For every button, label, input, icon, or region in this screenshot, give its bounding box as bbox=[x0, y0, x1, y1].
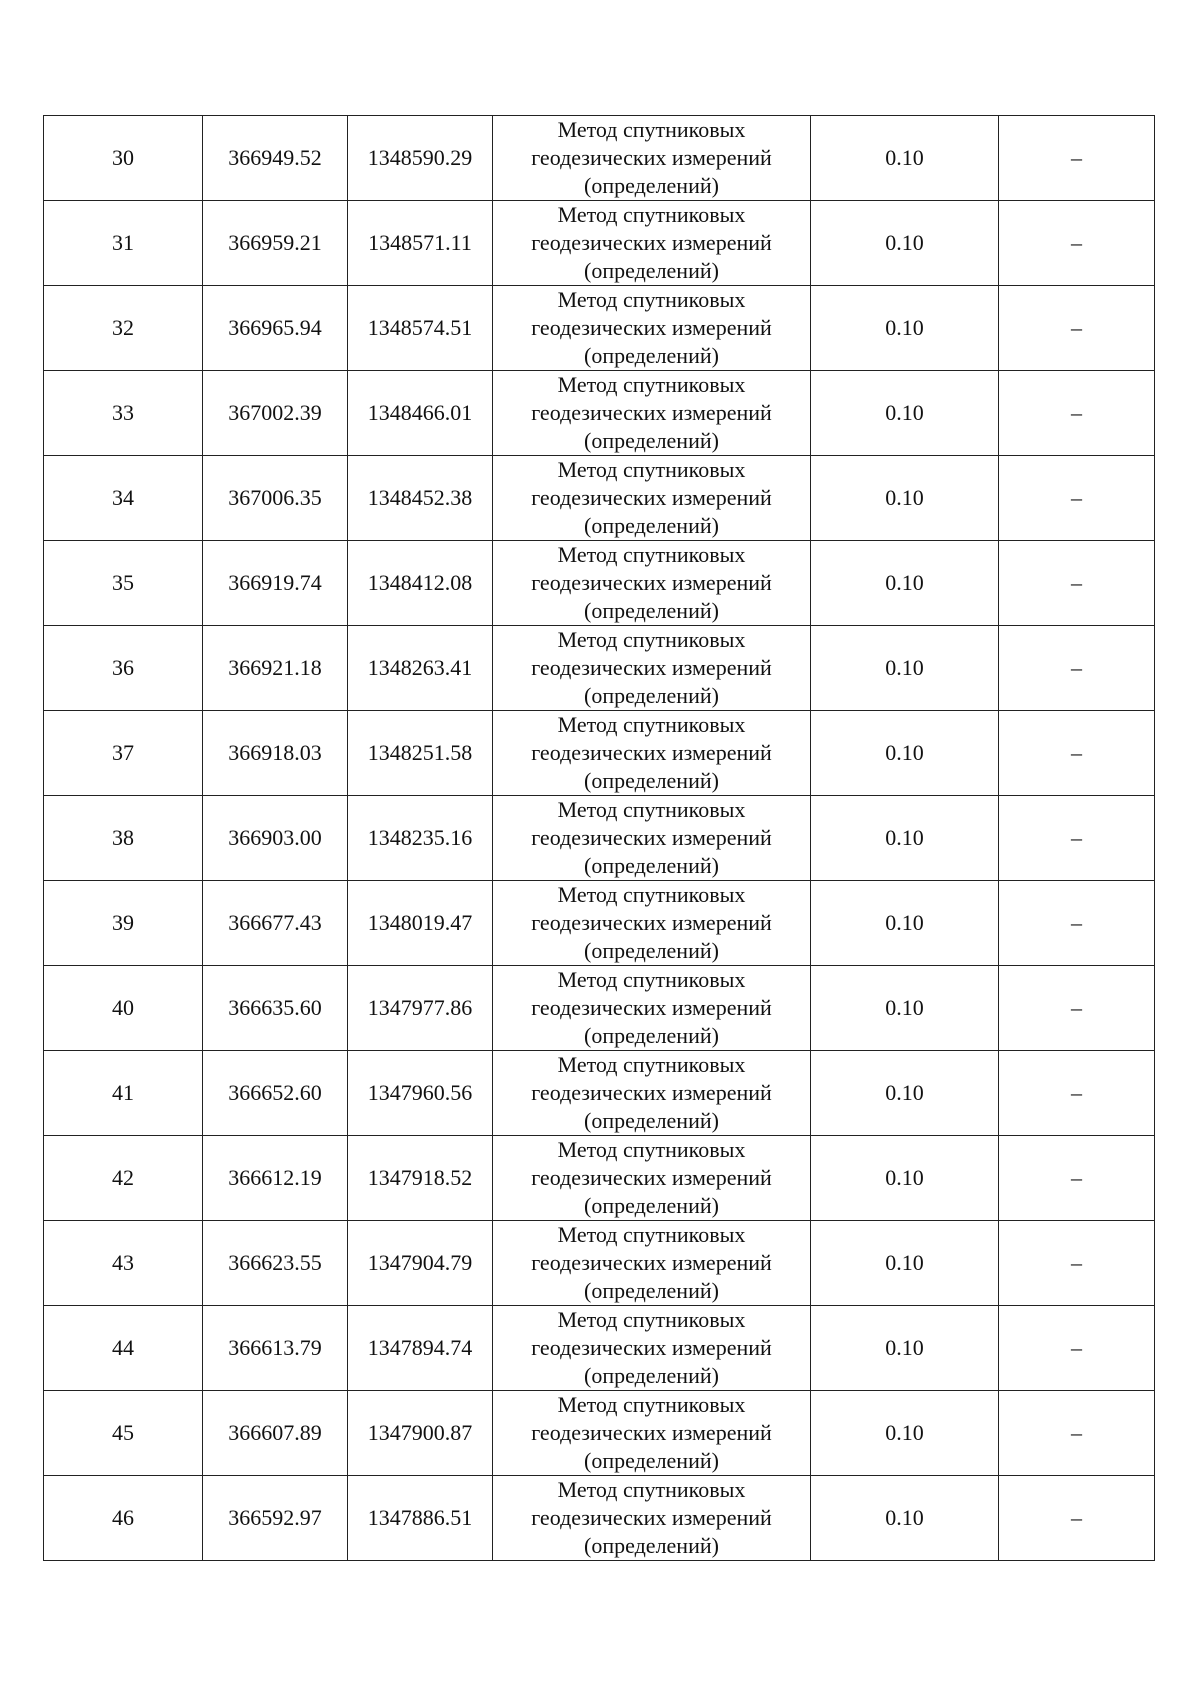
x-coordinate-cell: 366903.00 bbox=[203, 796, 348, 881]
y-coordinate-cell: 1347960.56 bbox=[348, 1051, 493, 1136]
coordinates-table bbox=[43, 115, 1155, 1561]
x-coordinate-cell: 366965.94 bbox=[203, 286, 348, 371]
accuracy-cell: 0.10 bbox=[811, 541, 999, 626]
note-cell: – bbox=[999, 116, 1155, 201]
table-row bbox=[44, 371, 1155, 456]
y-coordinate-cell: 1347900.87 bbox=[348, 1391, 493, 1476]
accuracy-cell: 0.10 bbox=[811, 201, 999, 286]
point-number-cell: 40 bbox=[44, 966, 203, 1051]
accuracy-cell: 0.10 bbox=[811, 286, 999, 371]
x-coordinate-cell: 366919.74 bbox=[203, 541, 348, 626]
y-coordinate-cell: 1347904.79 bbox=[348, 1221, 493, 1306]
method-text-line: геодезических измерений bbox=[531, 910, 772, 935]
accuracy-cell: 0.10 bbox=[811, 116, 999, 201]
method-text-line: геодезических измерений bbox=[531, 315, 772, 340]
point-number-cell: 44 bbox=[44, 1306, 203, 1391]
y-coordinate-cell: 1347918.52 bbox=[348, 1136, 493, 1221]
point-number-cell: 41 bbox=[44, 1051, 203, 1136]
method-cell bbox=[493, 1221, 811, 1306]
accuracy-cell: 0.10 bbox=[811, 1221, 999, 1306]
accuracy-cell: 0.10 bbox=[811, 796, 999, 881]
y-coordinate-cell: 1348019.47 bbox=[348, 881, 493, 966]
method-text-line: (определений) bbox=[584, 1363, 719, 1388]
x-coordinate-cell: 366623.55 bbox=[203, 1221, 348, 1306]
accuracy-cell: 0.10 bbox=[811, 371, 999, 456]
method-text-line: (определений) bbox=[584, 1193, 719, 1218]
table-row bbox=[44, 1051, 1155, 1136]
table-row bbox=[44, 456, 1155, 541]
note-cell: – bbox=[999, 711, 1155, 796]
x-coordinate-cell: 366592.97 bbox=[203, 1476, 348, 1561]
note-cell: – bbox=[999, 201, 1155, 286]
method-text-line: (определений) bbox=[584, 683, 719, 708]
table-row bbox=[44, 541, 1155, 626]
method-text-line: Метод спутниковых bbox=[557, 117, 746, 142]
accuracy-cell: 0.10 bbox=[811, 1136, 999, 1221]
method-text-line: геодезических измерений bbox=[531, 655, 772, 680]
point-number-cell: 31 bbox=[44, 201, 203, 286]
x-coordinate-cell: 367002.39 bbox=[203, 371, 348, 456]
point-number-cell: 36 bbox=[44, 626, 203, 711]
x-coordinate-cell: 366918.03 bbox=[203, 711, 348, 796]
method-text-line: Метод спутниковых bbox=[557, 1052, 746, 1077]
method-text-line: геодезических измерений bbox=[531, 145, 772, 170]
method-text-line: геодезических измерений bbox=[531, 1080, 772, 1105]
accuracy-cell: 0.10 bbox=[811, 1476, 999, 1561]
table-row bbox=[44, 626, 1155, 711]
x-coordinate-cell: 366949.52 bbox=[203, 116, 348, 201]
method-text-line: Метод спутниковых bbox=[557, 712, 746, 737]
method-text-line: Метод спутниковых bbox=[557, 372, 746, 397]
note-cell: – bbox=[999, 626, 1155, 711]
table-row bbox=[44, 881, 1155, 966]
point-number-cell: 32 bbox=[44, 286, 203, 371]
method-cell bbox=[493, 1051, 811, 1136]
method-cell bbox=[493, 286, 811, 371]
note-cell: – bbox=[999, 1306, 1155, 1391]
method-text-line: (определений) bbox=[584, 853, 719, 878]
x-coordinate-cell: 366677.43 bbox=[203, 881, 348, 966]
accuracy-cell: 0.10 bbox=[811, 966, 999, 1051]
method-text-line: Метод спутниковых bbox=[557, 797, 746, 822]
method-text-line: геодезических измерений bbox=[531, 740, 772, 765]
y-coordinate-cell: 1348235.16 bbox=[348, 796, 493, 881]
x-coordinate-cell: 366652.60 bbox=[203, 1051, 348, 1136]
method-text-line: Метод спутниковых bbox=[557, 202, 746, 227]
y-coordinate-cell: 1347977.86 bbox=[348, 966, 493, 1051]
method-cell bbox=[493, 201, 811, 286]
method-text-line: Метод спутниковых bbox=[557, 627, 746, 652]
method-text-line: Метод спутниковых bbox=[557, 967, 746, 992]
method-cell bbox=[493, 796, 811, 881]
note-cell: – bbox=[999, 1476, 1155, 1561]
method-text-line: Метод спутниковых bbox=[557, 1307, 746, 1332]
note-cell: – bbox=[999, 541, 1155, 626]
x-coordinate-cell: 367006.35 bbox=[203, 456, 348, 541]
accuracy-cell: 0.10 bbox=[811, 711, 999, 796]
table-row bbox=[44, 966, 1155, 1051]
method-text-line: геодезических измерений bbox=[531, 1505, 772, 1530]
accuracy-cell: 0.10 bbox=[811, 626, 999, 711]
x-coordinate-cell: 366607.89 bbox=[203, 1391, 348, 1476]
x-coordinate-cell: 366921.18 bbox=[203, 626, 348, 711]
method-text-line: Метод спутниковых bbox=[557, 287, 746, 312]
table-row bbox=[44, 286, 1155, 371]
point-number-cell: 37 bbox=[44, 711, 203, 796]
accuracy-cell: 0.10 bbox=[811, 1306, 999, 1391]
method-text-line: геодезических измерений bbox=[531, 825, 772, 850]
method-cell bbox=[493, 541, 811, 626]
y-coordinate-cell: 1348466.01 bbox=[348, 371, 493, 456]
y-coordinate-cell: 1348251.58 bbox=[348, 711, 493, 796]
x-coordinate-cell: 366635.60 bbox=[203, 966, 348, 1051]
table-row bbox=[44, 711, 1155, 796]
method-text-line: геодезических измерений bbox=[531, 230, 772, 255]
accuracy-cell: 0.10 bbox=[811, 881, 999, 966]
method-text-line: Метод спутниковых bbox=[557, 1137, 746, 1162]
method-text-line: (определений) bbox=[584, 598, 719, 623]
method-text-line: геодезических измерений bbox=[531, 1335, 772, 1360]
method-cell bbox=[493, 371, 811, 456]
method-text-line: геодезических измерений bbox=[531, 1165, 772, 1190]
method-text-line: (определений) bbox=[584, 1278, 719, 1303]
note-cell: – bbox=[999, 371, 1155, 456]
method-text-line: (определений) bbox=[584, 1533, 719, 1558]
y-coordinate-cell: 1348590.29 bbox=[348, 116, 493, 201]
table-row bbox=[44, 116, 1155, 201]
point-number-cell: 33 bbox=[44, 371, 203, 456]
y-coordinate-cell: 1347886.51 bbox=[348, 1476, 493, 1561]
method-cell bbox=[493, 116, 811, 201]
y-coordinate-cell: 1348263.41 bbox=[348, 626, 493, 711]
table-row bbox=[44, 1476, 1155, 1561]
method-cell bbox=[493, 456, 811, 541]
point-number-cell: 35 bbox=[44, 541, 203, 626]
method-text-line: Метод спутниковых bbox=[557, 457, 746, 482]
method-text-line: (определений) bbox=[584, 428, 719, 453]
method-text-line: геодезических измерений bbox=[531, 1250, 772, 1275]
note-cell: – bbox=[999, 1136, 1155, 1221]
method-text-line: Метод спутниковых bbox=[557, 1222, 746, 1247]
note-cell: – bbox=[999, 456, 1155, 541]
point-number-cell: 34 bbox=[44, 456, 203, 541]
method-text-line: (определений) bbox=[584, 1448, 719, 1473]
note-cell: – bbox=[999, 1391, 1155, 1476]
method-text-line: геодезических измерений bbox=[531, 1420, 772, 1445]
method-text-line: Метод спутниковых bbox=[557, 1392, 746, 1417]
table-row bbox=[44, 1136, 1155, 1221]
note-cell: – bbox=[999, 966, 1155, 1051]
point-number-cell: 45 bbox=[44, 1391, 203, 1476]
point-number-cell: 46 bbox=[44, 1476, 203, 1561]
point-number-cell: 39 bbox=[44, 881, 203, 966]
method-text-line: (определений) bbox=[584, 1023, 719, 1048]
y-coordinate-cell: 1348571.11 bbox=[348, 201, 493, 286]
accuracy-cell: 0.10 bbox=[811, 456, 999, 541]
table-row bbox=[44, 796, 1155, 881]
method-text-line: (определений) bbox=[584, 938, 719, 963]
point-number-cell: 38 bbox=[44, 796, 203, 881]
method-text-line: Метод спутниковых bbox=[557, 542, 746, 567]
point-number-cell: 43 bbox=[44, 1221, 203, 1306]
note-cell: – bbox=[999, 1051, 1155, 1136]
method-text-line: Метод спутниковых bbox=[557, 1477, 746, 1502]
method-text-line: геодезических измерений bbox=[531, 570, 772, 595]
table-row bbox=[44, 201, 1155, 286]
method-cell bbox=[493, 1476, 811, 1561]
method-text-line: (определений) bbox=[584, 258, 719, 283]
method-text-line: геодезических измерений bbox=[531, 485, 772, 510]
method-text-line: геодезических измерений bbox=[531, 400, 772, 425]
y-coordinate-cell: 1347894.74 bbox=[348, 1306, 493, 1391]
x-coordinate-cell: 366613.79 bbox=[203, 1306, 348, 1391]
y-coordinate-cell: 1348452.38 bbox=[348, 456, 493, 541]
method-text-line: геодезических измерений bbox=[531, 995, 772, 1020]
x-coordinate-cell: 366612.19 bbox=[203, 1136, 348, 1221]
method-text-line: (определений) bbox=[584, 173, 719, 198]
accuracy-cell: 0.10 bbox=[811, 1391, 999, 1476]
point-number-cell: 42 bbox=[44, 1136, 203, 1221]
note-cell: – bbox=[999, 1221, 1155, 1306]
method-text-line: (определений) bbox=[584, 343, 719, 368]
table-row bbox=[44, 1221, 1155, 1306]
table-body bbox=[44, 116, 1155, 1561]
method-text-line: (определений) bbox=[584, 513, 719, 538]
method-text-line: (определений) bbox=[584, 1108, 719, 1133]
method-cell bbox=[493, 1391, 811, 1476]
method-cell bbox=[493, 966, 811, 1051]
y-coordinate-cell: 1348412.08 bbox=[348, 541, 493, 626]
note-cell: – bbox=[999, 881, 1155, 966]
y-coordinate-cell: 1348574.51 bbox=[348, 286, 493, 371]
method-cell bbox=[493, 1136, 811, 1221]
method-cell bbox=[493, 881, 811, 966]
method-text-line: Метод спутниковых bbox=[557, 882, 746, 907]
table-row bbox=[44, 1306, 1155, 1391]
note-cell: – bbox=[999, 286, 1155, 371]
table-row bbox=[44, 1391, 1155, 1476]
point-number-cell: 30 bbox=[44, 116, 203, 201]
method-cell bbox=[493, 1306, 811, 1391]
accuracy-cell: 0.10 bbox=[811, 1051, 999, 1136]
method-text-line: (определений) bbox=[584, 768, 719, 793]
note-cell: – bbox=[999, 796, 1155, 881]
x-coordinate-cell: 366959.21 bbox=[203, 201, 348, 286]
method-cell bbox=[493, 711, 811, 796]
method-cell bbox=[493, 626, 811, 711]
